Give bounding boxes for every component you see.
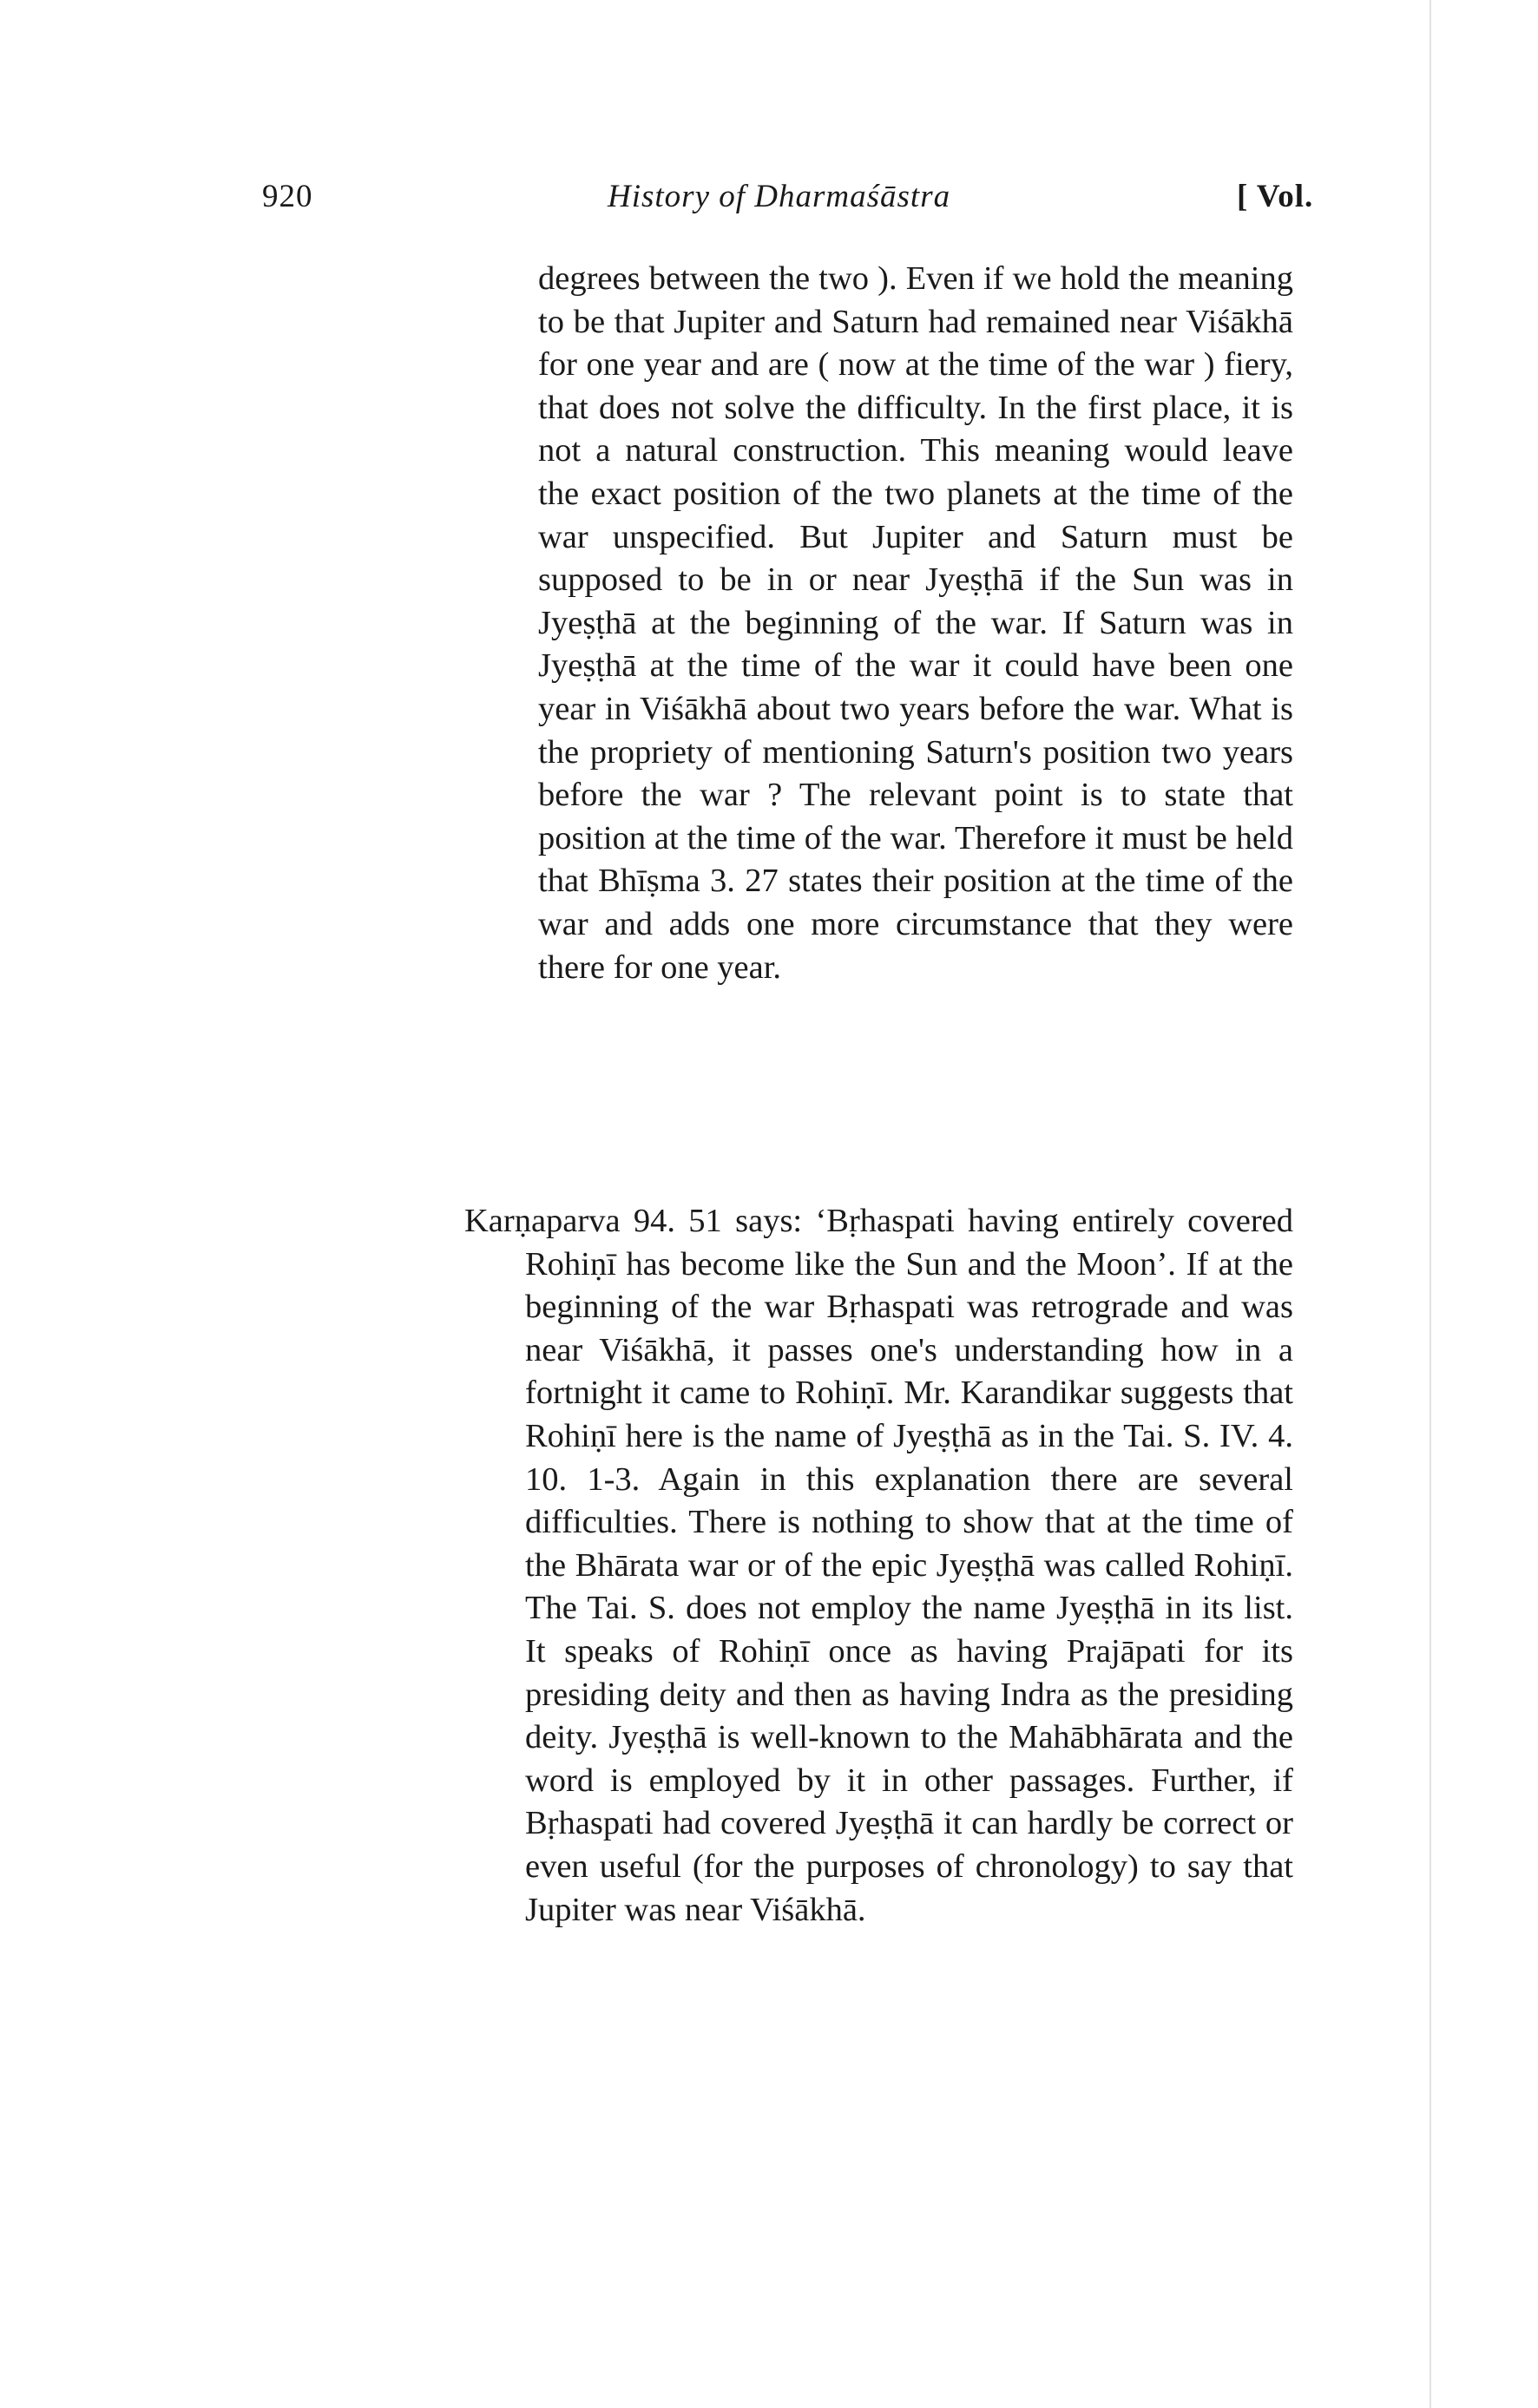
page-edge-line — [1430, 0, 1431, 2408]
running-title: History of Dharmaśāstra — [608, 179, 951, 214]
body-paragraph: Karṇaparva 94. 51 says: ‘Bṛhaspati having entirely covered Rohiṇī has become like the Sun and the Moon’. If at the beginning of the war Bṛhaspati was retrograde and was near Viśākhā, it passes one's understanding how in a fortnight it came to Rohiṇī. Mr. Karandikar suggests that Rohiṇī here is the name of Jyeṣṭhā as in the Tai. S. IV. 4. 10. 1-3. Again in this explanation there are several difficulties. There is nothing to show that at the time of the Bhārata war or of the epic Jyeṣṭhā was called Rohiṇī. The Tai. S. does not employ the name Jyeṣṭhā in its list. It speaks of Rohiṇī once as having Prajāpati for its presiding deity and then as having Indra as the presiding deity. Jyeṣṭhā is well-known to the Mahābhārata and the word is employed by it in other passages. Further, if Bṛhaspati had covered Jyeṣṭhā it can hardly be correct or even useful (for the purposes of chronology) to say that Jupiter was near Viśākhā. — [464, 1203, 1293, 1928]
page-header — [0, 178, 1538, 230]
volume-label: [ Vol. — [1237, 179, 1314, 214]
body-paragraph: degrees between the two ). Even if we hold the meaning to be that Jupiter and Saturn had remained near Viśākhā for one year and are ( now at the time of the war ) fiery, that does not solve the difficulty. In the first place, it is not a natural construction. This meaning would leave the exact position of the two planets at the time of the war unspecified. But Jupiter and Saturn must be supposed to be in or near Jyeṣṭhā if the Sun was in Jyeṣṭhā at the beginning of the war. If Saturn was in Jyeṣṭhā at the time of the war it could have been one year in Viśākhā about two years before the war. What is the propriety of mentioning Saturn's position two years before the war ? The relevant point is to state that position at the time of the war. Therefore it must be held that Bhīṣma 3. 27 states their position at the time of the war and adds one more circumstance that they were there for one year. — [538, 260, 1293, 986]
page-number: 920 — [262, 179, 313, 214]
